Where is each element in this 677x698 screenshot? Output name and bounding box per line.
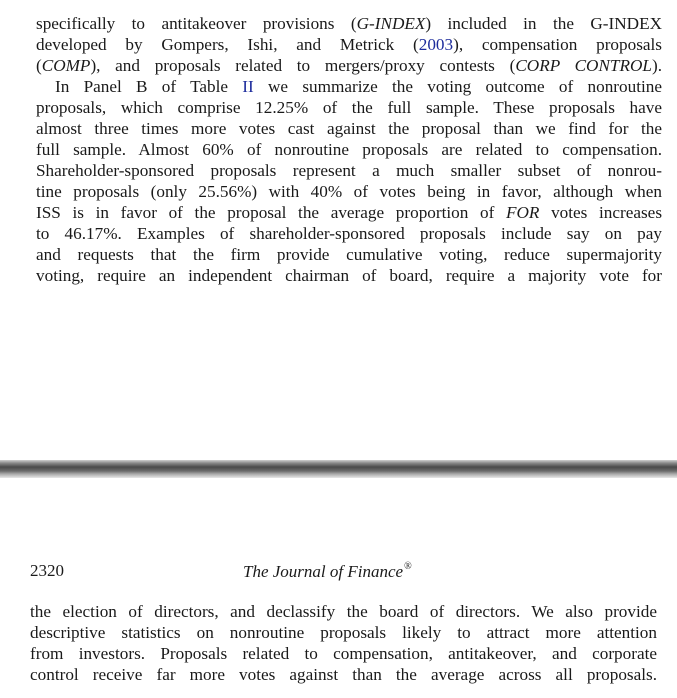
citation-link-2003[interactable]: 2003 <box>418 35 454 54</box>
text-line: to 46.17%. Examples of shareholder-sponsored proposals include say on pay <box>36 224 662 243</box>
page-number: 2320 <box>30 561 64 580</box>
text-line: control receive far more votes against than the average across all proposals. <box>30 665 657 684</box>
text-line: descriptive statistics on nonroutine proposals likely to attract more attention <box>30 623 657 642</box>
text-line: ISS is in favor of the proposal the average proportion of FOR votes increases <box>36 203 663 222</box>
running-header <box>30 561 657 583</box>
text-line: tine proposals (only 25.56%) with 40% of votes being in favor, although when <box>36 182 662 201</box>
text-line: (COMP), and proposals related to mergers/proxy contests (CORP CONTROL). <box>36 56 662 75</box>
text-line: In Panel B of Table II we summarize the voting outcome of nonroutine <box>55 77 662 96</box>
text-line: almost three times more votes cast against the proposal than we find for the <box>36 119 662 138</box>
text-line: the election of directors, and declassify the board of directors. We also provide <box>30 602 657 621</box>
text-line: Shareholder-sponsored proposals represent a much smaller subset of nonrou- <box>36 161 662 180</box>
text-line: and requests that the firm provide cumulative voting, reduce supermajority <box>36 245 662 264</box>
registered-mark: ® <box>404 561 412 572</box>
text-line: from investors. Proposals related to compensation, antitakeover, and corporate <box>30 644 657 663</box>
text-line: voting, require an independent chairman of board, require a majority vote for <box>36 266 662 285</box>
text-line: proposals, which comprise 12.25% of the full sample. These proposals have <box>36 98 662 117</box>
text-line: specifically to antitakeover provisions (G-INDEX) included in the G-INDEX <box>36 14 662 33</box>
page-break-divider <box>0 460 677 478</box>
table-link-II[interactable]: II <box>242 77 254 96</box>
journal-title: The Journal of Finance® <box>243 561 412 581</box>
text-line: full sample. Almost 60% of nonroutine proposals are related to compensation. <box>36 140 662 159</box>
text-line: developed by Gompers, Ishi, and Metrick (2003), compensation proposals <box>36 35 662 54</box>
